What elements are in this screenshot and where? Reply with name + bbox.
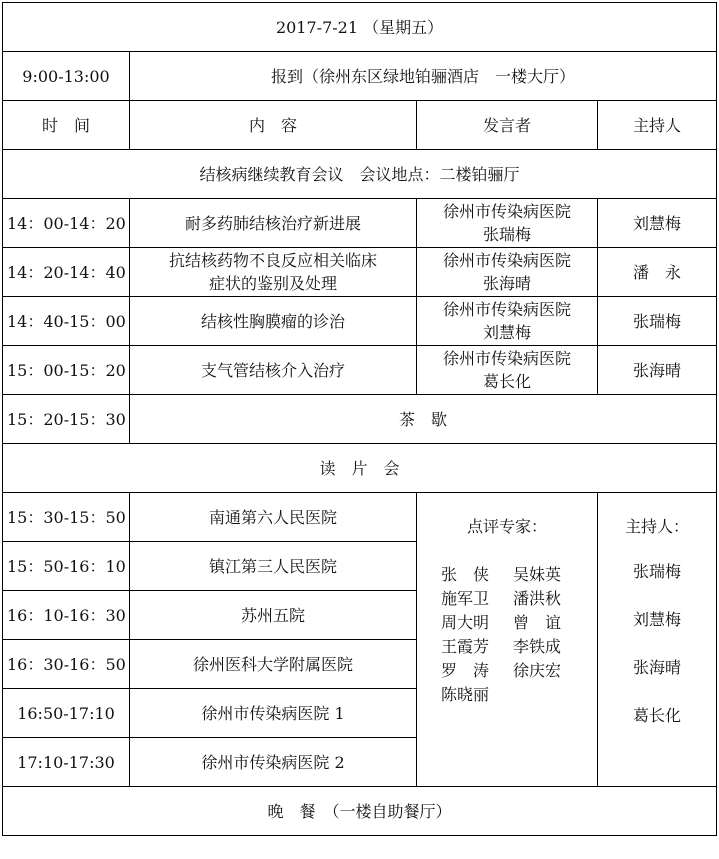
- talk-speaker: [417, 297, 598, 346]
- host-list: [598, 560, 716, 728]
- expert-name: 施军卫: [441, 589, 490, 608]
- talk-time: 15：00-15：20: [3, 346, 130, 395]
- expert-row: [441, 635, 597, 659]
- speaker-org: 徐州市传染病医院: [442, 202, 571, 221]
- registration-content: 报到（徐州东区绿地铂骊酒店 一楼大厅）: [130, 52, 717, 101]
- talk-time: 14：20-14：40: [3, 248, 130, 297]
- reading-time: 16：30-16：50: [3, 640, 130, 689]
- host-name: 张海晴: [633, 658, 682, 677]
- expert-name: 徐庆宏: [513, 661, 562, 680]
- speaker-name: 葛长化: [482, 372, 531, 391]
- section-title-row: [3, 444, 717, 493]
- tea-break-content: 茶 歇: [130, 395, 717, 444]
- reading-time: 16:50-17:10: [3, 689, 130, 738]
- speaker-org: 徐州市传染病医院: [442, 300, 571, 319]
- column-header-row: [3, 101, 717, 150]
- col-header-host: 主持人: [598, 101, 717, 150]
- expert-name: 陈晓丽: [441, 685, 490, 704]
- expert-name: 张 侠: [441, 565, 490, 584]
- reading-time: 16：10-16：30: [3, 591, 130, 640]
- agenda-table: [2, 2, 717, 836]
- speaker-org: 徐州市传染病医院: [442, 349, 571, 368]
- talk-row: [3, 346, 717, 395]
- talk-content-line: 抗结核药物不良反应相关临床: [168, 251, 377, 270]
- host-name: 刘慧梅: [633, 610, 682, 629]
- expert-row: [441, 587, 597, 611]
- speaker-name: 张海晴: [482, 274, 531, 293]
- expert-name: 周大明: [441, 613, 490, 632]
- talk-content: [130, 297, 417, 346]
- reading-time: 17:10-17:30: [3, 738, 130, 787]
- date-row: [3, 3, 717, 52]
- expert-row: [441, 659, 597, 683]
- expert-name: 李铁成: [513, 637, 562, 656]
- date-header: 2017-7-21 （星期五）: [3, 3, 717, 52]
- speaker-org: 徐州市传染病医院: [442, 251, 571, 270]
- reading-hospital: 镇江第三人民医院: [130, 542, 417, 591]
- reading-hospital: 徐州市传染病医院 1: [130, 689, 417, 738]
- expert-row: [441, 611, 597, 635]
- talk-host: 张瑞梅: [598, 297, 717, 346]
- talk-content: [130, 346, 417, 395]
- expert-row: [441, 563, 597, 587]
- talk-speaker: [417, 346, 598, 395]
- talk-row: [3, 248, 717, 297]
- reading-time: 15：50-16：10: [3, 542, 130, 591]
- dinner-row: [3, 787, 717, 836]
- speaker-name: 张瑞梅: [482, 225, 531, 244]
- agenda-sheet: [2, 2, 716, 856]
- expert-title: 点评专家：: [466, 517, 547, 536]
- talk-speaker: [417, 199, 598, 248]
- reading-row: [3, 493, 717, 542]
- expert-name: 潘洪秋: [513, 589, 562, 608]
- expert-name: 王霞芳: [441, 637, 490, 656]
- host-name: 葛长化: [633, 706, 682, 725]
- reading-hospital: 徐州医科大学附属医院: [130, 640, 417, 689]
- talk-content-line: 耐多药肺结核治疗新进展: [184, 213, 361, 233]
- talk-content-line: 结核性胸膜瘤的诊治: [200, 311, 345, 331]
- col-header-content: 内 容: [130, 101, 417, 150]
- talk-host: 刘慧梅: [598, 199, 717, 248]
- expert-list: [417, 563, 597, 707]
- tea-break-row: [3, 395, 717, 444]
- talk-row: [3, 199, 717, 248]
- reading-hospital: 徐州市传染病医院 2: [130, 738, 417, 787]
- expert-row: [441, 683, 597, 707]
- speaker-name: 刘慧梅: [482, 323, 531, 342]
- host-title: 主持人：: [625, 517, 690, 536]
- reading-hospital: 南通第六人民医院: [130, 493, 417, 542]
- talk-row: [3, 297, 717, 346]
- dinner-content: 晚 餐 （一楼自助餐厅）: [3, 787, 717, 836]
- reading-time: 15：30-15：50: [3, 493, 130, 542]
- registration-row: [3, 52, 717, 101]
- section-title-row: [3, 150, 717, 199]
- talk-time: 14：00-14：20: [3, 199, 130, 248]
- col-header-time: 时 间: [3, 101, 130, 150]
- talk-host: 潘 永: [598, 248, 717, 297]
- col-header-speaker: 发言者: [417, 101, 598, 150]
- talk-host: 张海晴: [598, 346, 717, 395]
- talk-content: [130, 248, 417, 297]
- expert-name: 罗 涛: [441, 661, 490, 680]
- expert-name: 吴妹英: [513, 565, 562, 584]
- section-title-conference: 结核病继续教育会议 会议地点：二楼铂骊厅: [3, 150, 717, 199]
- host-name: 张瑞梅: [633, 562, 682, 581]
- talk-speaker: [417, 248, 598, 297]
- talk-content-line: 症状的鉴别及处理: [208, 274, 337, 293]
- section-title-reading: 读 片 会: [3, 444, 717, 493]
- expert-name: 曾 谊: [513, 613, 562, 632]
- talk-time: 14：40-15：00: [3, 297, 130, 346]
- talk-content: [130, 199, 417, 248]
- reading-hospital: 苏州五院: [130, 591, 417, 640]
- registration-time: 9:00-13:00: [3, 52, 130, 101]
- expert-panel: [417, 493, 598, 787]
- expert-name: [513, 683, 585, 707]
- talk-content-line: 支气管结核介入治疗: [200, 360, 345, 380]
- host-panel: [598, 493, 717, 787]
- tea-break-time: 15：20-15：30: [3, 395, 130, 444]
